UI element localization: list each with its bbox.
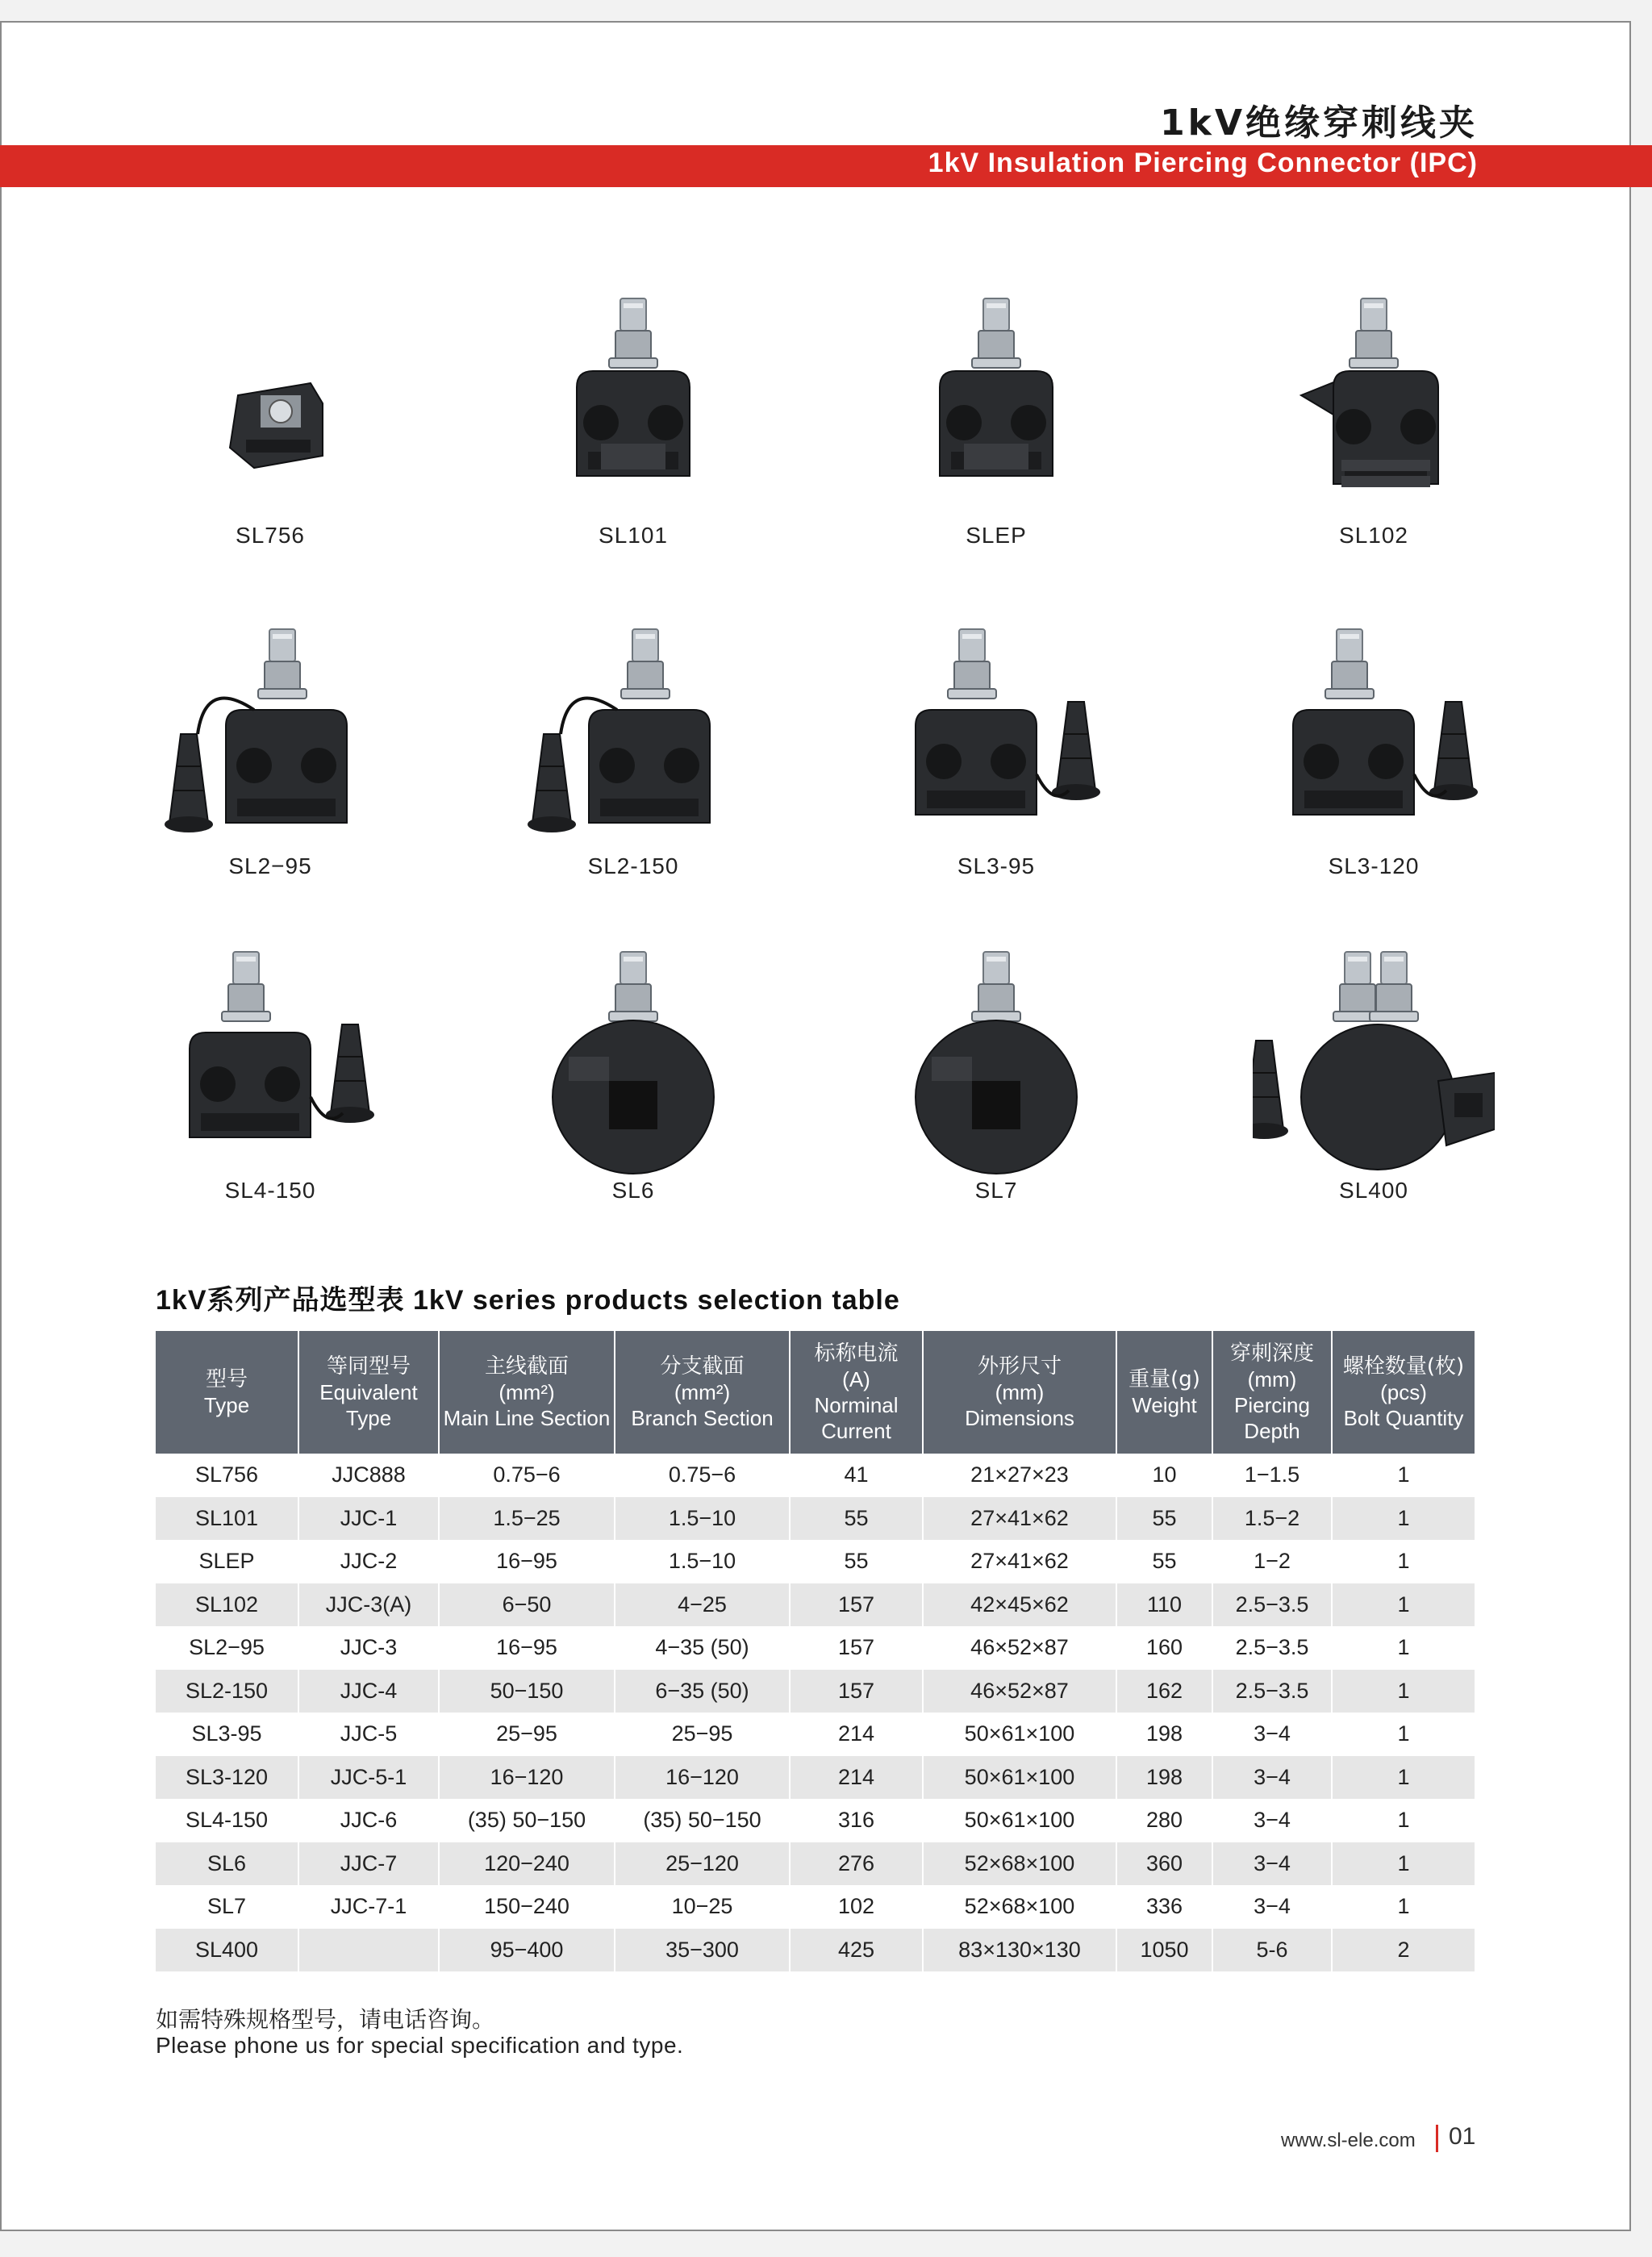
table-cell: JJC-3 [298,1626,439,1670]
product-label: SL2-150 [587,853,679,878]
header-unit: (mm²) [499,1380,555,1404]
table-cell: 3−4 [1212,1842,1332,1886]
table-title: 1kV系列产品选型表 1kV series products selection table [156,1285,900,1316]
table-header-cell [1116,1331,1212,1454]
header-cn: 主线截面 [484,1354,569,1379]
table-cell: 55 [1116,1497,1212,1541]
product-label: SL3-95 [957,853,1036,878]
table-cell: 10 [1116,1454,1212,1497]
table-cell: 214 [790,1713,923,1756]
product-label: SL6 [611,1178,655,1203]
page-title-cn: 1kV绝缘穿刺线夹 [1160,102,1478,144]
header-en: Weight [1132,1393,1197,1417]
header-cn: 等同型号 [326,1354,411,1379]
table-row [156,1626,1475,1670]
selection-table [156,1331,1475,1971]
table-cell: 3−4 [1212,1885,1332,1929]
product-image [1253,936,1495,1178]
table-cell: 3−4 [1212,1713,1332,1756]
product-label: SL756 [236,523,305,548]
header-cn: 型号 [205,1367,248,1391]
product-image [149,274,391,516]
product-image [512,936,754,1178]
table-row [156,1799,1475,1842]
table-row [156,1842,1475,1886]
table-cell: 2.5−3.5 [1212,1670,1332,1713]
table-cell: 316 [790,1799,923,1842]
table-cell: 1050 [1116,1929,1212,1972]
table-cell: 280 [1116,1799,1212,1842]
product-label: SL101 [599,523,668,548]
product-image [875,936,1117,1178]
header-unit: (mm²) [674,1380,731,1404]
product-label: SL102 [1339,523,1408,548]
table-cell: 42×45×62 [923,1583,1116,1627]
page-number: 01 [1449,2123,1476,2150]
table-cell: SL3-95 [156,1713,298,1756]
table-cell: SL101 [156,1497,298,1541]
table-cell: 46×52×87 [923,1626,1116,1670]
table-row [156,1497,1475,1541]
table-cell: 50×61×100 [923,1713,1116,1756]
header-unit: (mm) [1247,1367,1297,1391]
table-cell: 83×130×130 [923,1929,1116,1972]
table-cell: 336 [1116,1885,1212,1929]
table-cell: 3−4 [1212,1799,1332,1842]
header-en: Branch Section [631,1406,774,1430]
header-cn: 穿刺深度 [1229,1341,1314,1366]
table-cell: 25−120 [615,1842,790,1886]
footer-separator [1436,2125,1438,2152]
table-cell: 55 [1116,1540,1212,1583]
table-cell: 4−25 [615,1583,790,1627]
header-en: Bolt Quantity [1343,1406,1464,1430]
table-cell: 46×52×87 [923,1670,1116,1713]
table-cell: 6−35 (50) [615,1670,790,1713]
table-cell: 1−2 [1212,1540,1332,1583]
header-en: Norminal Current [814,1393,899,1443]
header-en: Piercing Depth [1234,1393,1310,1443]
table-cell: JJC-5-1 [298,1756,439,1800]
footer-url-link[interactable]: www.sl-ele.com [1281,2130,1416,2151]
table-row [156,1454,1475,1497]
table-cell: 2 [1332,1929,1475,1972]
product-label: SLEP [966,523,1027,548]
table-cell: 276 [790,1842,923,1886]
table-header-cell [156,1331,298,1454]
table-cell: 27×41×62 [923,1540,1116,1583]
table-cell: 102 [790,1885,923,1929]
table-header-cell [615,1331,790,1454]
table-cell: JJC-6 [298,1799,439,1842]
table-row [156,1929,1475,1972]
product-image [875,274,1117,516]
header-cn: 标称电流 [814,1341,899,1366]
table-cell: 1 [1332,1626,1475,1670]
table-cell: 1 [1332,1670,1475,1713]
table-cell: 55 [790,1540,923,1583]
table-cell: 157 [790,1583,923,1627]
table-row [156,1670,1475,1713]
table-cell: SL756 [156,1454,298,1497]
note-cn: 如需特殊规格型号，请电话咨询。 [156,2006,495,2033]
table-cell: SL400 [156,1929,298,1972]
table-cell: 1−1.5 [1212,1454,1332,1497]
table-row [156,1885,1475,1929]
table-cell: 50×61×100 [923,1756,1116,1800]
table-header-cell [923,1331,1116,1454]
table-cell: 110 [1116,1583,1212,1627]
table-cell: 1 [1332,1799,1475,1842]
table-cell: 25−95 [615,1713,790,1756]
header-en: Equivalent Type [319,1380,418,1430]
header-cn: 重量(g) [1128,1367,1200,1391]
table-cell: JJC-1 [298,1497,439,1541]
table-header-cell [1212,1331,1332,1454]
table-cell: SL4-150 [156,1799,298,1842]
table-cell: JJC-2 [298,1540,439,1583]
table-cell: 16−120 [615,1756,790,1800]
table-row [156,1583,1475,1627]
note-en: Please phone us for special specification and type. [156,2033,684,2058]
table-cell: 198 [1116,1713,1212,1756]
header-cn: 分支截面 [660,1354,745,1379]
table-cell: 157 [790,1626,923,1670]
table-cell: 1.5−2 [1212,1497,1332,1541]
header-cn: 螺栓数量(枚) [1342,1354,1465,1379]
table-cell: 1.5−25 [439,1497,615,1541]
table-cell: 198 [1116,1756,1212,1800]
table-cell: 50×61×100 [923,1799,1116,1842]
table-cell: 1 [1332,1497,1475,1541]
header-en: Main Line Section [443,1406,611,1430]
table-cell: 157 [790,1670,923,1713]
table-cell: 27×41×62 [923,1497,1116,1541]
table-cell: 1 [1332,1756,1475,1800]
table-cell: 52×68×100 [923,1885,1116,1929]
table-cell: SLEP [156,1540,298,1583]
table-cell: 120−240 [439,1842,615,1886]
table-cell: 1.5−10 [615,1497,790,1541]
header-unit: (pcs) [1380,1380,1427,1404]
table-header-cell [298,1331,439,1454]
table-cell: JJC-5 [298,1713,439,1756]
table-cell: SL102 [156,1583,298,1627]
product-image [1253,613,1495,855]
table-cell: 0.75−6 [439,1454,615,1497]
table-cell: 41 [790,1454,923,1497]
table-cell: 25−95 [439,1713,615,1756]
table-cell: JJC-7-1 [298,1885,439,1929]
product-image [149,613,391,855]
table-header-cell [439,1331,615,1454]
table-row [156,1756,1475,1800]
product-image [149,936,391,1178]
table-cell: 1 [1332,1540,1475,1583]
table-cell: SL3-120 [156,1756,298,1800]
table-cell: 55 [790,1497,923,1541]
table-cell: 35−300 [615,1929,790,1972]
table-row [156,1540,1475,1583]
table-cell: 16−120 [439,1756,615,1800]
product-label: SL7 [974,1178,1018,1203]
table-cell: 214 [790,1756,923,1800]
table-cell: 50−150 [439,1670,615,1713]
table-cell: 1 [1332,1885,1475,1929]
table-cell: 1 [1332,1713,1475,1756]
table-cell: 10−25 [615,1885,790,1929]
table-cell: 3−4 [1212,1756,1332,1800]
table-cell: SL2-150 [156,1670,298,1713]
table-cell: (35) 50−150 [439,1799,615,1842]
table-cell: 5-6 [1212,1929,1332,1972]
table-cell: 150−240 [439,1885,615,1929]
table-header-cell [790,1331,923,1454]
table-cell: SL2−95 [156,1626,298,1670]
table-cell: 1 [1332,1583,1475,1627]
table-cell: 1 [1332,1842,1475,1886]
table-cell: 2.5−3.5 [1212,1583,1332,1627]
table-cell: 16−95 [439,1540,615,1583]
product-label: SL2−95 [228,853,312,878]
table-cell: 162 [1116,1670,1212,1713]
table-cell: 52×68×100 [923,1842,1116,1886]
table-header-row [156,1331,1475,1454]
product-image [512,613,754,855]
table-cell [298,1929,439,1972]
table-cell: 1.5−10 [615,1540,790,1583]
table-cell: 21×27×23 [923,1454,1116,1497]
table-cell: 95−400 [439,1929,615,1972]
product-image [1253,274,1495,516]
table-cell: JJC888 [298,1454,439,1497]
product-image [875,613,1117,855]
table-cell: JJC-3(A) [298,1583,439,1627]
table-body [156,1454,1475,1971]
table-cell: 160 [1116,1626,1212,1670]
table-cell: 0.75−6 [615,1454,790,1497]
table-cell: 425 [790,1929,923,1972]
table-header-cell [1332,1331,1475,1454]
table-cell: (35) 50−150 [615,1799,790,1842]
product-label: SL3-120 [1328,853,1420,878]
table-cell: 16−95 [439,1626,615,1670]
table-cell: SL6 [156,1842,298,1886]
header-en: Dimensions [965,1406,1074,1430]
page-title-en: 1kV Insulation Piercing Connector (IPC) [928,148,1478,178]
table-cell: JJC-7 [298,1842,439,1886]
table-row [156,1713,1475,1756]
product-image [512,274,754,516]
product-label: SL400 [1339,1178,1408,1203]
table-cell: SL7 [156,1885,298,1929]
table-cell: 360 [1116,1842,1212,1886]
product-label: SL4-150 [224,1178,316,1203]
header-unit: (A) [842,1367,870,1391]
header-en: Type [203,1393,250,1417]
table-cell: 4−35 (50) [615,1626,790,1670]
table-cell: JJC-4 [298,1670,439,1713]
header-unit: (mm) [995,1380,1045,1404]
table-cell: 6−50 [439,1583,615,1627]
table-cell: 2.5−3.5 [1212,1626,1332,1670]
header-cn: 外形尺寸 [977,1354,1062,1379]
table-cell: 1 [1332,1454,1475,1497]
